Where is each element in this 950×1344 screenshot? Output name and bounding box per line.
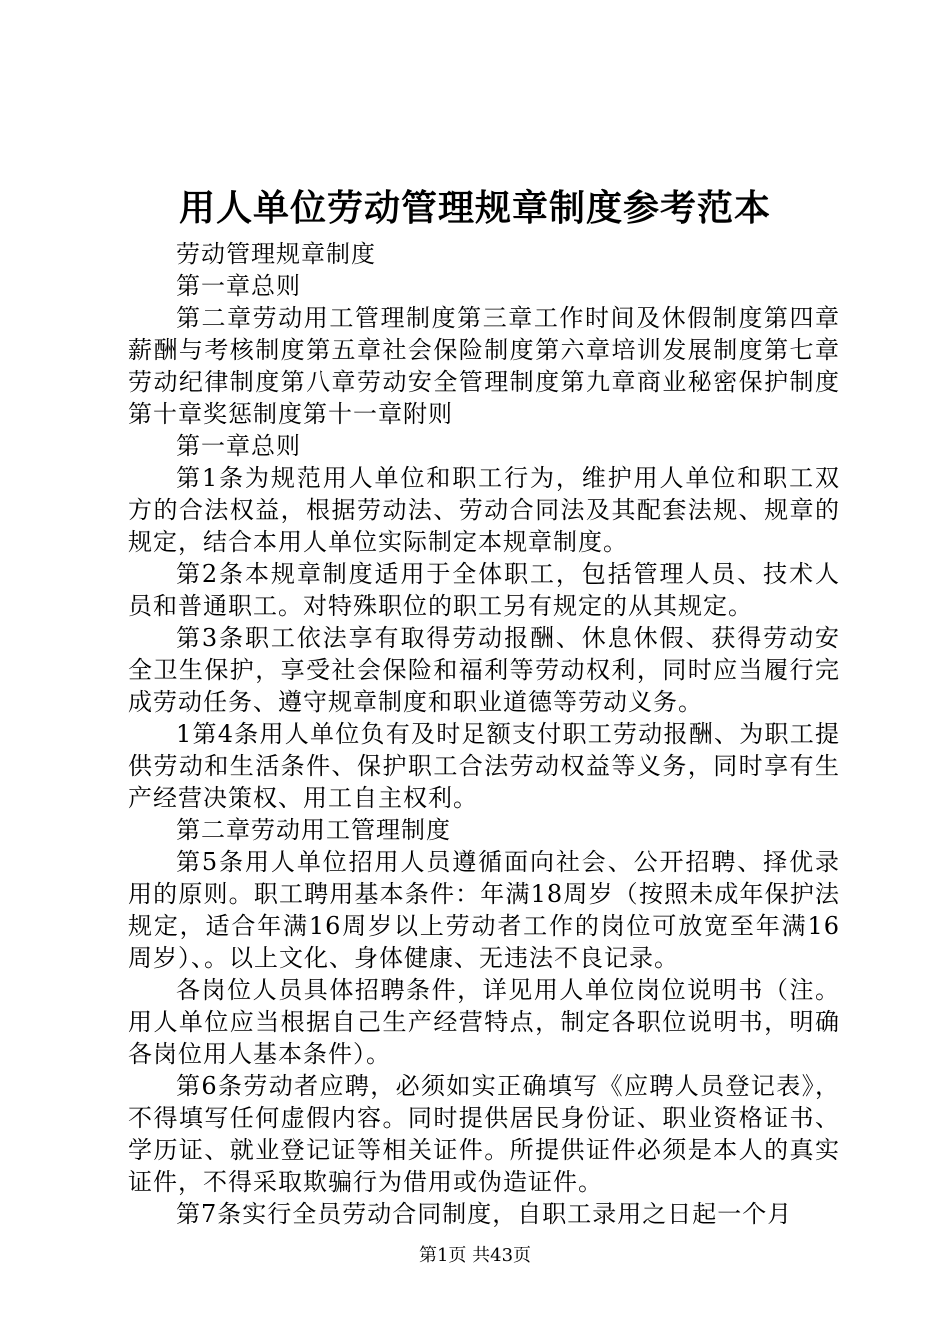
paragraph-article-5-note: 各岗位人员具体招聘条件，详见用人单位岗位说明书（注。用人单位应当根据自己生产经营特点，制定各职位说明书，明确各岗位用人基本条件）。 bbox=[128, 976, 840, 1068]
document-body bbox=[128, 238, 840, 1230]
paragraph-chapter-list: 第二章劳动用工管理制度第三章工作时间及休假制度第四章薪酬与考核制度第五章社会保险制度第六章培训发展制度第七章劳动纪律制度第八章劳动安全管理制度第九章商业秘密保护制度第十章奖惩制度第十一章附则 bbox=[128, 304, 840, 428]
paragraph-chapter-heading: 第一章总则 bbox=[176, 432, 301, 460]
paragraph-article-5: 第5条用人单位招用人员遵循面向社会、公开招聘、择优录用的原则。职工聘用基本条件：年满18周岁（按照未成年保护法规定，适合年满16周岁以上劳动者工作的岗位可放宽至年满16周岁）、。以上文化、身体健康、无违法不良记录。 bbox=[128, 848, 840, 972]
paragraph-article-2: 第2条本规章制度适用于全体职工，包括管理人员、技术人员和普通职工。对特殊职位的职工另有规定的从其规定。 bbox=[128, 560, 840, 620]
paragraph-doc-subtitle: 劳动管理规章制度 bbox=[176, 240, 376, 268]
paragraph-chapter-heading: 第二章劳动用工管理制度 bbox=[176, 816, 451, 844]
paragraph-article-1: 第1条为规范用人单位和职工行为，维护用人单位和职工双方的合法权益，根据劳动法、劳动合同法及其配套法规、规章的规定，结合本用人单位实际制定本规章制度。 bbox=[128, 464, 840, 556]
paragraph-article-6: 第6条劳动者应聘，必须如实正确填写《应聘人员登记表》，不得填写任何虚假内容。同时提供居民身份证、职业资格证书、学历证、就业登记证等相关证件。所提供证件必须是本人的真实证件，不得采取欺骗行为借用或伪造证件。 bbox=[128, 1072, 840, 1196]
paragraph-article-7: 第7条实行全员劳动合同制度，自职工录用之日起一个月 bbox=[176, 1200, 793, 1228]
page-number-footer: 第1页 共43页 bbox=[418, 1245, 532, 1266]
document-title: 用人单位劳动管理规章制度参考范本 bbox=[178, 187, 771, 229]
paragraph-chapter-heading: 第一章总则 bbox=[176, 272, 301, 300]
paragraph-article-4: 1第4条用人单位负有及时足额支付职工劳动报酬、为职工提供劳动和生活条件、保护职工合法劳动权益等义务，同时享有生产经营决策权、用工自主权利。 bbox=[128, 720, 840, 812]
paragraph-article-3: 第3条职工依法享有取得劳动报酬、休息休假、获得劳动安全卫生保护，享受社会保险和福利等劳动权利，同时应当履行完成劳动任务、遵守规章制度和职业道德等劳动义务。 bbox=[128, 624, 840, 716]
